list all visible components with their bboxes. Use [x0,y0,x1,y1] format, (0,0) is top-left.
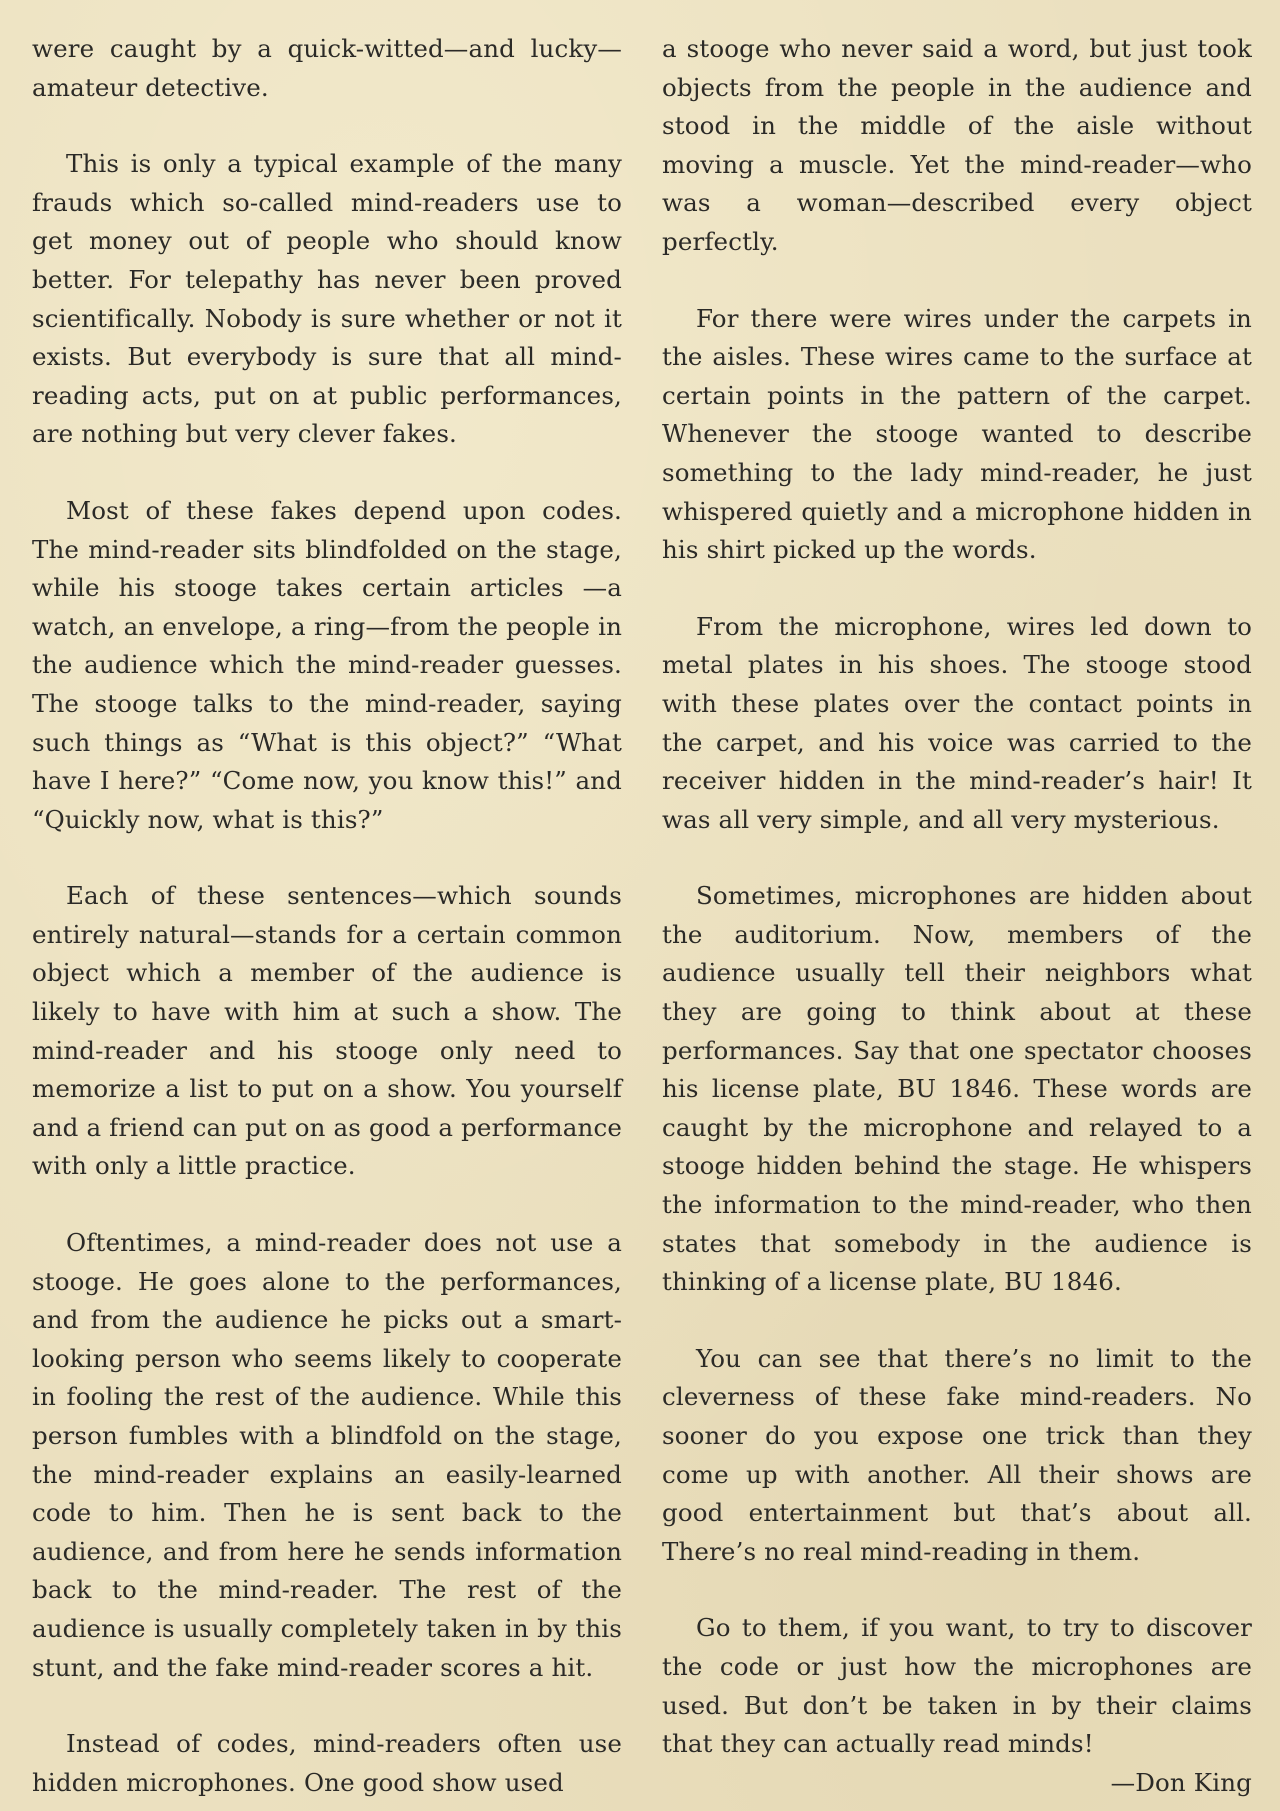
paragraph: Instead of codes, mind-readers often use hidden microphones. One good show used [32,1729,622,1797]
paragraph: Go to them, if you want, to try to discover the code or just how the microphones are used. But don’t be taken in by their claims that they can actually read minds! [662,1613,1252,1759]
left-column [32,30,622,1802]
paragraph: Each of these sentences—which sounds entirely natural—stands for a certain common object which a member of the audience is likely to have with him at such a show. The mind-reader and his stooge only need to memorize a list to put on a show. You yourself and a friend can put on as good a performance with only a little practice. [32,881,622,1181]
right-column [662,30,1252,1802]
paragraph: Oftentimes, a mind-reader does not use a stooge. He goes alone to the performances, and from the audience he picks out a smart-looking person who seems likely to cooperate in fooling the rest of the audience. While this person fumbles with a blindfold on the stage, the mind-reader explains an easily-learned code to him. Then he is sent back to the audience, and from here he sends information back to the mind-reader. The rest of the audience is usually completely taken in by this stunt, and the fake mind-reader scores a hit. [32,1228,622,1682]
paragraph: From the microphone, wires led down to metal plates in his shoes. The stooge stood with these plates over the contact points in the carpet, and his voice was carried to the receiver hidden in the mind-reader’s hair! It was all very simple, and all very mysterious. [662,611,1252,834]
author-signature: —Don King [1110,1767,1252,1797]
paragraph: For there were wires under the carpets in the aisles. These wires came to the surface at certain points in the pattern of the carpet. Whenever the stooge wanted to describe something to the lady mind-reader, he just whispered quietly and a microphone hidden in his shirt picked up the words. [662,303,1252,565]
paragraph: This is only a typical example of the many frauds which so-called mind-readers use to get money out of people who should know better. For telepathy has never been proved scientifically. Nobody is sure whether or not it exists. But everybody is sure that all mind-reading acts, put on at public performances, are nothing but very clever fakes. [32,149,622,449]
paragraph: You can see that there’s no limit to the cleverness of these fake mind-readers. No sooner do you expose one trick than they come up with another. All their shows are good entertainment but that’s about all. There’s no real mind-reading in them. [662,1343,1252,1566]
paragraph: Sometimes, microphones are hidden about the auditorium. Now, members of the audience usually tell their neighbors what they are going to think about at these performances. Say that one spectator chooses his license plate, BU 1846. These words are caught by the microphone and relayed to a stooge hidden behind the stage. He whispers the information to the mind-reader, who then states that somebody in the audience is thinking of a license plate, BU 1846. [662,881,1252,1297]
paragraph: were caught by a quick-witted—and lucky—amateur detective. [32,34,622,102]
paragraph: Most of these fakes depend upon codes. The mind-reader sits blindfolded on the stage, while his stooge takes certain articles —a watch, an envelope, a ring—from the people in the audience which the mind-reader guesses. The stooge talks to the mind-reader, saying such things as “What is this object?” “What have I here?” “Come now, you know this!” and “Quickly now, what is this?” [32,495,622,834]
paragraph: a stooge who never said a word, but just took objects from the people in the audience and stood in the middle of the aisle without moving a muscle. Yet the mind-reader—who was a woman—described every object perfectly. [662,34,1252,256]
